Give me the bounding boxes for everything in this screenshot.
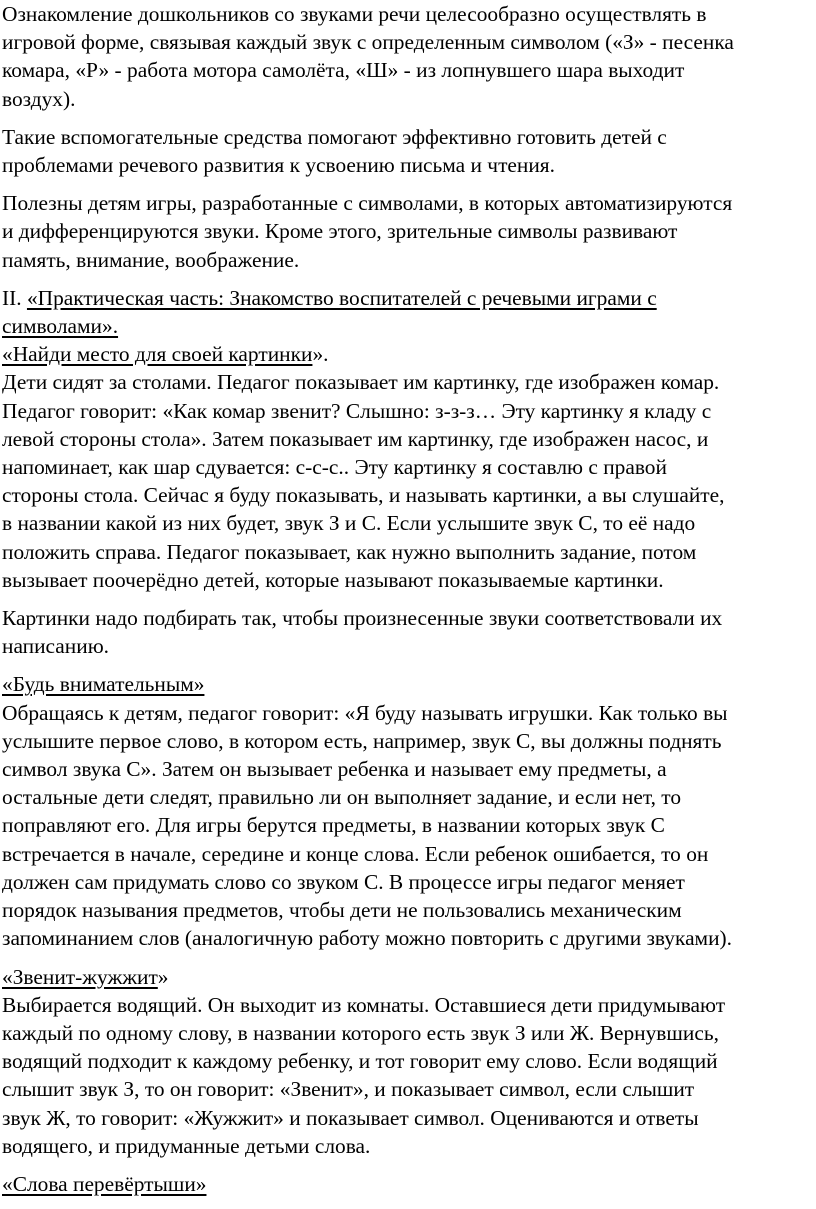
text-line: Ознакомление дошкольников со звуками речи целесообразно осуществлять в — [2, 2, 707, 26]
text-line: напоминает, как шар сдувается: с-с-с.. Эту картинку я составлю с правой — [2, 455, 667, 480]
text-line: звук Ж, то говорит: «Жужжит» и показывает символ. Оцениваются и ответы — [2, 1105, 699, 1130]
text-line: должен сам придумать слово со звуком С. В процессе игры педагог меняет — [2, 869, 685, 894]
text-line: порядок называния предметов, чтобы дети не пользовались механическим — [2, 898, 682, 923]
games-usefulness-paragraph — [2, 189, 814, 274]
section-title-continued: символами». — [2, 314, 119, 339]
text-line: игровой форме, связывая каждый звук с определенным символом («З» - песенка — [2, 30, 734, 55]
game-title: «Слова перевёртыши» — [2, 1171, 207, 1196]
section-title: «Практическая часть: Знакомство воспитателей с речевыми играми с — [26, 285, 657, 310]
text-line: поправляют его. Для игры берутся предметы, в названии которых звук С — [2, 813, 665, 838]
text-line: водящий подходит к каждому ребенку, и тот говорит ему слово. Если водящий — [2, 1049, 718, 1074]
text-line: Педагог говорит: «Как комар звенит? Слышно: з-з-з… Эту картинку я кладу с — [2, 398, 712, 423]
text-line: каждый по одному слову, в названии которого есть звук З или Ж. Вернувшись, — [2, 1020, 719, 1045]
game-title-line — [2, 340, 814, 368]
document-page — [2, 0, 814, 1198]
text-line: символ звука С». Затем он вызывает ребенка и называет ему предметы, а — [2, 757, 667, 782]
text-line: услышите первое слово, в котором есть, например, звук С, вы должны поднять — [2, 728, 722, 753]
text-line: в названии какой из них будет, звук З и С. Если услышите звук С, то её надо — [2, 511, 696, 536]
intro-paragraph — [2, 0, 814, 113]
game-title-tail: ». — [312, 342, 329, 367]
section-heading — [2, 284, 814, 340]
text-line: Выбирается водящий. Он выходит из комнаты. Оставшиеся дети придумывают — [2, 992, 726, 1017]
game-word-flips — [2, 1170, 814, 1198]
text-line: Картинки надо подбирать так, чтобы произнесенные звуки соответствовали их — [2, 606, 723, 631]
game-be-attentive — [2, 670, 814, 952]
text-line: воздух). — [2, 86, 76, 111]
text-line: Дети сидят за столами. Педагог показывает им картинку, где изображен комар. — [2, 370, 720, 395]
pictures-note-paragraph — [2, 604, 814, 660]
section-heading-line — [2, 312, 814, 340]
game-title: «Звенит-жужжит — [2, 964, 158, 989]
game-title-line — [2, 963, 814, 991]
game-buzz — [2, 963, 814, 1160]
game-title-line — [2, 1170, 814, 1198]
section-number: II. — [2, 285, 27, 310]
game-find-place — [2, 340, 814, 594]
text-line: проблемами речевого развития к усвоению письма и чтения. — [2, 153, 555, 178]
text-line: встречается в начале, середине и конце слова. Если ребенок ошибается, то он — [2, 841, 709, 866]
text-line: остальные дети следят, правильно ли он выполняет задание, и если нет, то — [2, 785, 682, 810]
text-line: левой стороны стола». Затем показывает им картинку, где изображен насос, и — [2, 426, 709, 451]
text-line: написанию. — [2, 634, 110, 659]
text-line: водящего, и придуманные детьми слова. — [2, 1133, 371, 1158]
text-line: комара, «Р» - работа мотора самолёта, «Ш» - из лопнувшего шара выходит — [2, 58, 685, 83]
section-heading-line — [2, 284, 814, 312]
game-title: «Найди место для своей картинки — [2, 342, 313, 367]
text-line: Обращаясь к детям, педагог говорит: «Я буду называть игрушки. Как только вы — [2, 700, 728, 725]
text-line: стороны стола. Сейчас я буду показывать, и называть картинки, а вы слушайте, — [2, 483, 725, 508]
text-line: вызывает поочерёдно детей, которые называют показываемые картинки. — [2, 567, 664, 592]
game-title-line — [2, 670, 814, 698]
text-line: Такие вспомогательные средства помогают эффективно готовить детей с — [2, 124, 667, 149]
game-title: «Будь внимательным» — [2, 672, 205, 697]
text-line: положить справа. Педагог показывает, как нужно выполнить задание, потом — [2, 539, 697, 564]
text-line: запоминанием слов (аналогичную работу можно повторить с другими звуками). — [2, 926, 733, 951]
aids-paragraph — [2, 123, 814, 179]
game-title-tail: » — [157, 964, 169, 989]
text-line: память, внимание, воображение. — [2, 247, 300, 272]
text-line: слышит звук З, то он говорит: «Звенит», и показывает символ, если слышит — [2, 1077, 695, 1102]
text-line: Полезны детям игры, разработанные с символами, в которых автоматизируются — [2, 191, 733, 216]
text-line: и дифференцируются звуки. Кроме этого, зрительные символы развивают — [2, 219, 678, 244]
